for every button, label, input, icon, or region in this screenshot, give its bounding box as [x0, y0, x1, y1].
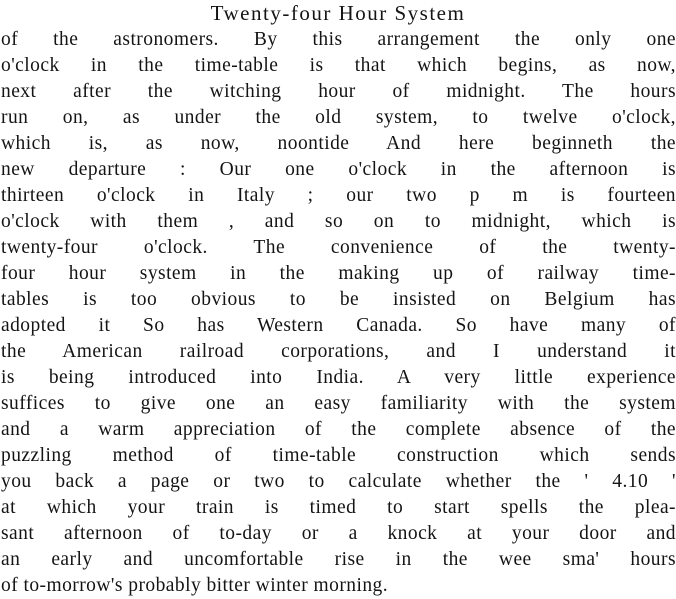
text-line: o'clock with them , and so on to midnight, which is: [1, 211, 676, 232]
text-line: four hour system in the making up of railway time-: [1, 263, 676, 284]
text-line: at which your train is timed to start spells the plea-: [1, 497, 676, 518]
text-line: sant afternoon of to-day or a knock at your door and: [1, 523, 676, 544]
text-line: new departure : Our one o'clock in the afternoon is: [1, 159, 676, 180]
text-line: of the astronomers. By this arrangement the only one: [1, 29, 676, 50]
text-line: an early and uncomfortable rise in the wee sma' hours: [1, 549, 676, 570]
text-line: and a warm appreciation of the complete absence of the: [1, 419, 676, 440]
text-line: tables is too obvious to be insisted on Belgium has: [1, 289, 676, 310]
text-line: you back a page or two to calculate whether the ' 4.10 ': [1, 471, 676, 492]
text-line: suffices to give one an easy familiarity with the system: [1, 393, 676, 414]
text-line: adopted it So has Western Canada. So have many of: [1, 315, 676, 336]
text-line: of to-morrow's probably bitter winter morning.: [1, 575, 389, 596]
article-body: [1, 27, 676, 599]
running-head: Twenty-four Hour System: [210, 1, 466, 25]
text-line: thirteen o'clock in Italy ; our two p m is fourteen: [1, 185, 676, 206]
text-line: puzzling method of time-table construction which sends: [1, 445, 676, 466]
text-line: o'clock in the time-table is that which begins, as now,: [1, 55, 676, 76]
text-line: twenty-four o'clock. The convenience of the twenty-: [1, 237, 676, 258]
text-line: the American railroad corporations, and I understand it: [1, 341, 676, 362]
text-line: which is, as now, noontide And here beginneth the: [1, 133, 676, 154]
text-line: next after the witching hour of midnight. The hours: [1, 81, 676, 102]
text-line: is being introduced into India. A very little experience: [1, 367, 676, 388]
text-line: run on, as under the old system, to twelve o'clock,: [1, 107, 676, 128]
